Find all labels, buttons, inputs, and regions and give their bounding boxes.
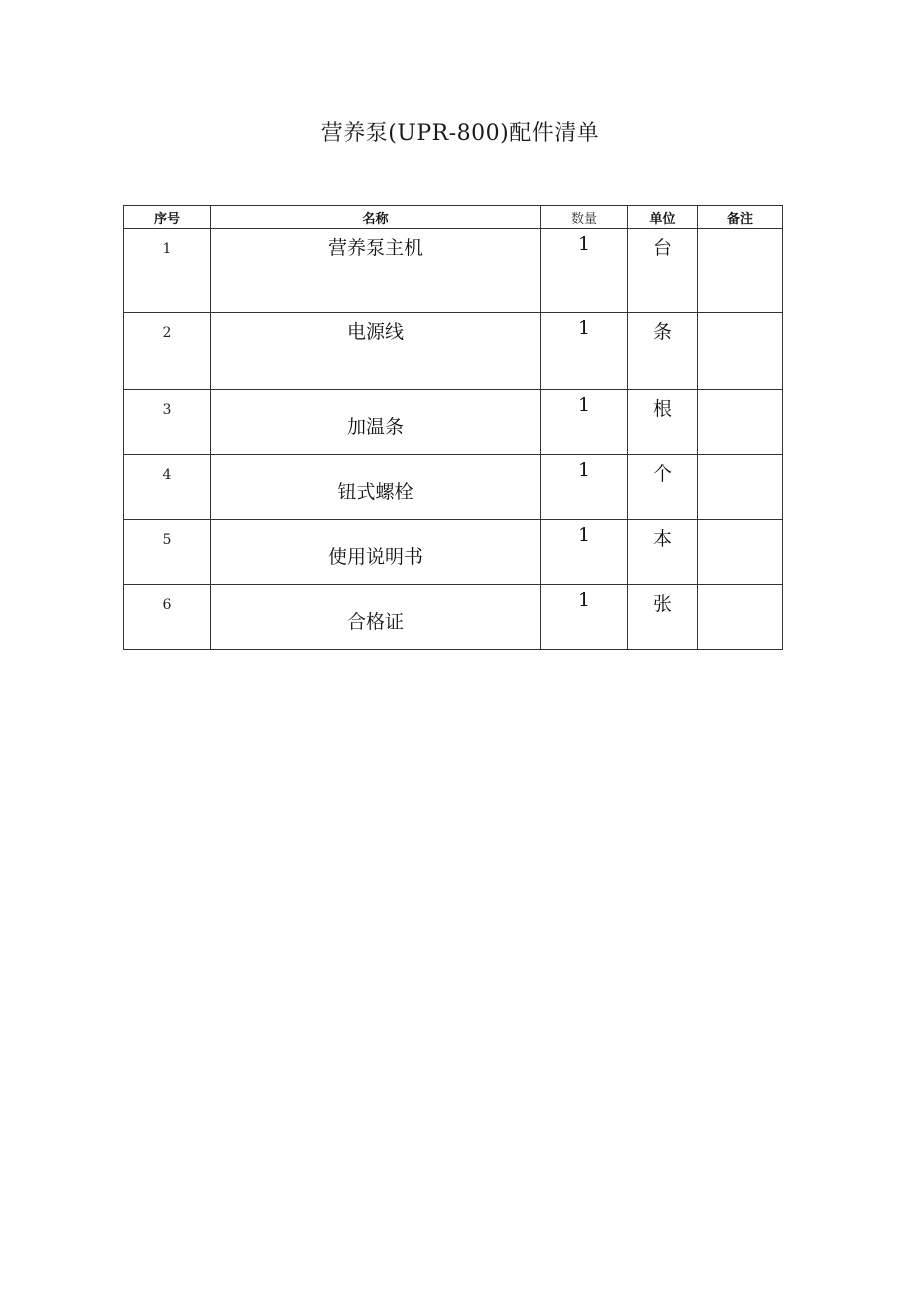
cell-note xyxy=(698,229,783,313)
header-unit: 单位 xyxy=(628,206,698,229)
table-row xyxy=(124,390,783,455)
cell-unit xyxy=(628,229,698,313)
row-qty: 1 xyxy=(577,317,591,339)
row-index: 5 xyxy=(162,532,172,548)
cell-unit xyxy=(628,520,698,585)
cell-index xyxy=(124,390,211,455)
cell-name xyxy=(211,390,541,455)
row-name: 钮式螺栓 xyxy=(337,481,414,503)
header-qty: 数量 xyxy=(541,206,628,229)
cell-index xyxy=(124,229,211,313)
header-note: 备注 xyxy=(698,206,783,229)
row-name: 营养泵主机 xyxy=(327,237,423,259)
row-name: 电源线 xyxy=(346,321,404,343)
row-unit: 个 xyxy=(652,463,672,485)
cell-qty xyxy=(541,520,628,585)
row-unit: 条 xyxy=(652,321,672,343)
document-title: 营养泵(UPR-800)配件清单 xyxy=(320,121,600,146)
cell-index xyxy=(124,585,211,650)
cell-index xyxy=(124,455,211,520)
cell-unit xyxy=(628,585,698,650)
row-name: 加温条 xyxy=(346,416,404,438)
table-row xyxy=(124,229,783,313)
row-index: 1 xyxy=(162,241,172,257)
cell-note xyxy=(698,520,783,585)
cell-qty xyxy=(541,585,628,650)
cell-note xyxy=(698,455,783,520)
cell-index xyxy=(124,520,211,585)
cell-note xyxy=(698,390,783,455)
row-unit: 台 xyxy=(652,237,672,259)
row-qty: 1 xyxy=(577,394,591,416)
row-qty: 1 xyxy=(577,524,591,546)
cell-unit xyxy=(628,390,698,455)
table-header-row xyxy=(124,206,783,229)
row-unit: 本 xyxy=(652,528,672,550)
cell-unit xyxy=(628,313,698,390)
cell-name xyxy=(211,455,541,520)
cell-name xyxy=(211,520,541,585)
row-unit: 根 xyxy=(652,398,672,420)
table-row xyxy=(124,313,783,390)
header-index: 序号 xyxy=(124,206,211,229)
cell-name xyxy=(211,313,541,390)
cell-index xyxy=(124,313,211,390)
cell-qty xyxy=(541,455,628,520)
row-qty: 1 xyxy=(577,233,591,255)
cell-unit xyxy=(628,455,698,520)
table-row xyxy=(124,455,783,520)
row-index: 2 xyxy=(162,325,172,341)
cell-note xyxy=(698,585,783,650)
row-unit: 张 xyxy=(652,593,672,615)
parts-list-table xyxy=(123,205,783,650)
row-name: 合格证 xyxy=(346,611,404,633)
row-index: 3 xyxy=(162,402,172,418)
row-index: 4 xyxy=(162,467,172,483)
cell-note xyxy=(698,313,783,390)
table-row xyxy=(124,585,783,650)
row-index: 6 xyxy=(162,597,172,613)
cell-name xyxy=(211,229,541,313)
cell-qty xyxy=(541,229,628,313)
row-qty: 1 xyxy=(577,589,591,611)
table-row xyxy=(124,520,783,585)
cell-qty xyxy=(541,313,628,390)
header-name: 名称 xyxy=(211,206,541,229)
cell-name xyxy=(211,585,541,650)
row-name: 使用说明书 xyxy=(327,546,423,568)
cell-qty xyxy=(541,390,628,455)
row-qty: 1 xyxy=(577,459,591,481)
